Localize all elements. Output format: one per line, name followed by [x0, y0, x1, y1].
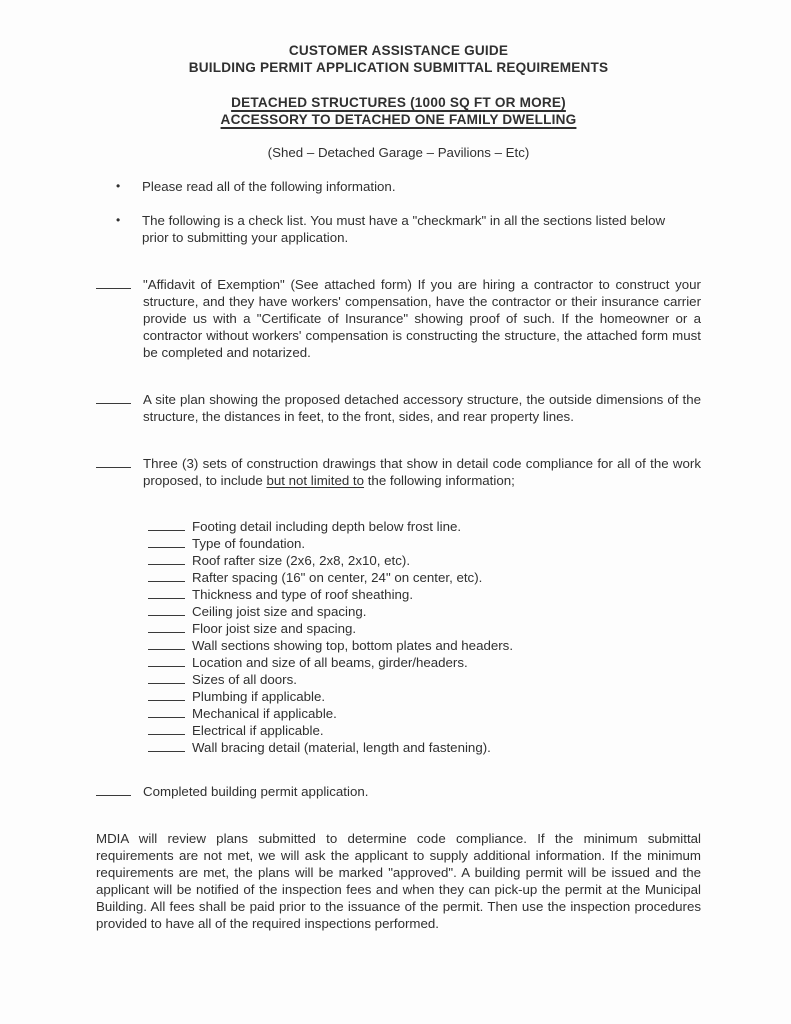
sub-checklist-item-label: Ceiling joist size and spacing.	[192, 604, 367, 619]
document-subtitle-line-2	[96, 111, 701, 128]
checklist-item-text	[143, 455, 701, 489]
bullet-item	[96, 212, 701, 246]
sub-checklist-item-label: Floor joist size and spacing.	[192, 621, 357, 636]
sub-checklist-item-label: Electrical if applicable.	[192, 723, 324, 738]
sub-checklist-blank-line	[148, 535, 185, 548]
checklist-item-text-before: Three (3) sets of construction drawings that show in detail code compliance for all of the work proposed, to include	[143, 456, 701, 488]
sub-checklist-item-label: Footing detail including depth below frost line.	[192, 519, 462, 534]
document-title-line-2: BUILDING PERMIT APPLICATION SUBMITTAL REQUIREMENTS	[188, 60, 609, 75]
sub-checklist-item	[148, 722, 701, 739]
sub-checklist-item	[148, 654, 701, 671]
checklist-item-affidavit	[96, 276, 701, 361]
sub-checklist-item	[148, 518, 701, 535]
bullet-text: The following is a check list. You must have a "checkmark" in all the sections listed below prior to submitting your application.	[142, 213, 666, 245]
sub-checklist-blank-line	[148, 654, 185, 667]
sub-checklist-item-label: Sizes of all doors.	[192, 672, 297, 687]
sub-checklist-blank-line	[148, 688, 185, 701]
sub-checklist-blank-line	[148, 586, 185, 599]
sub-checklist-item-label: Roof rafter size (2x6, 2x8, 2x10, etc).	[192, 553, 411, 568]
sub-checklist-item	[148, 620, 701, 637]
structure-types-line: (Shed – Detached Garage – Pavilions – Etc)	[267, 145, 530, 160]
sub-checklist-blank-line	[148, 637, 185, 650]
sub-checklist-blank-line	[148, 671, 185, 684]
checklist-item-text: Completed building permit application.	[143, 784, 369, 799]
sub-checklist-item-label: Mechanical if applicable.	[192, 706, 337, 721]
main-checklist	[96, 276, 701, 489]
checklist-item-drawings	[96, 455, 701, 489]
sub-checklist-blank-line	[148, 603, 185, 616]
checklist-item-completed-application	[96, 783, 701, 800]
intro-bullet-list	[96, 178, 701, 246]
document-subtitle-text-2: ACCESSORY TO DETACHED ONE FAMILY DWELLING	[220, 112, 577, 127]
bullet-icon: •	[116, 213, 121, 227]
checklist-item-text: A site plan showing the proposed detached accessory structure, the outside dimensions of the structure, the distances in feet, to the front, sides, and rear property lines.	[143, 392, 701, 424]
bullet-item	[96, 178, 701, 195]
sub-checklist-item	[148, 569, 701, 586]
checklist-item-text: "Affidavit of Exemption" (See attached form) If you are hiring a contractor to construct your structure, and they have workers' compensation, have the contractor or their insurance carrier provide us with a "Certificate of Insurance" showing proof of such. If the homeowner or a contractor without workers' compensation is constructing the structure, the attached form must be completed and notarized.	[143, 277, 701, 360]
document-header	[96, 42, 701, 161]
sub-checklist-blank-line	[148, 739, 185, 752]
checklist-item-site-plan	[96, 391, 701, 425]
drawing-details-checklist	[148, 518, 701, 756]
sub-checklist-item	[148, 586, 701, 603]
sub-checklist-blank-line	[148, 722, 185, 735]
sub-checklist-item	[148, 552, 701, 569]
checklist-blank-line	[96, 276, 131, 289]
sub-checklist-blank-line	[148, 552, 185, 565]
sub-checklist-item	[148, 688, 701, 705]
checklist-item-text-after: the following information;	[364, 473, 515, 488]
sub-checklist-blank-line	[148, 705, 185, 718]
sub-checklist-item-label: Plumbing if applicable.	[192, 689, 326, 704]
bullet-text: Please read all of the following information.	[142, 179, 396, 194]
document-subtitle-line-1	[96, 94, 701, 111]
sub-checklist-item	[148, 705, 701, 722]
sub-checklist-blank-line	[148, 620, 185, 633]
closing-paragraph: MDIA will review plans submitted to determine code compliance. If the minimum submittal requirements are not met, we will ask the applicant to supply additional information. If the minimum requirements are met, the plans will be marked "approved". A building permit will be issued and the applicant will be notified of the inspection fees and when they can pick-up the permit at the Municipal Building. All fees shall be paid prior to the issuance of the permit. Then use the inspection procedures provided to have all of the required inspections performed.	[96, 831, 701, 931]
sub-checklist-item-label: Wall bracing detail (material, length and fastening).	[192, 740, 491, 755]
checklist-blank-line	[96, 783, 131, 796]
document-title-line-1: CUSTOMER ASSISTANCE GUIDE	[288, 43, 509, 58]
sub-checklist-blank-line	[148, 569, 185, 582]
sub-checklist-item	[148, 671, 701, 688]
sub-checklist-item	[148, 739, 701, 756]
sub-checklist-item-label: Wall sections showing top, bottom plates and headers.	[192, 638, 514, 653]
sub-checklist-item	[148, 637, 701, 654]
sub-checklist-item	[148, 535, 701, 552]
sub-checklist-item-label: Thickness and type of roof sheathing.	[192, 587, 414, 602]
document-subtitle-block	[96, 94, 701, 128]
sub-checklist-item-label: Location and size of all beams, girder/headers.	[192, 655, 468, 670]
checklist-blank-line	[96, 391, 131, 404]
sub-checklist-item-label: Rafter spacing (16" on center, 24" on center, etc).	[192, 570, 483, 585]
document-subtitle-text-1: DETACHED STRUCTURES (1000 SQ FT OR MORE)	[231, 95, 566, 110]
sub-checklist-item	[148, 603, 701, 620]
sub-checklist-item-label: Type of foundation.	[192, 536, 306, 551]
checklist-item-text-underlined: but not limited to	[266, 473, 365, 488]
checklist-blank-line	[96, 455, 131, 468]
sub-checklist-blank-line	[148, 518, 185, 531]
bullet-icon: •	[116, 179, 121, 193]
